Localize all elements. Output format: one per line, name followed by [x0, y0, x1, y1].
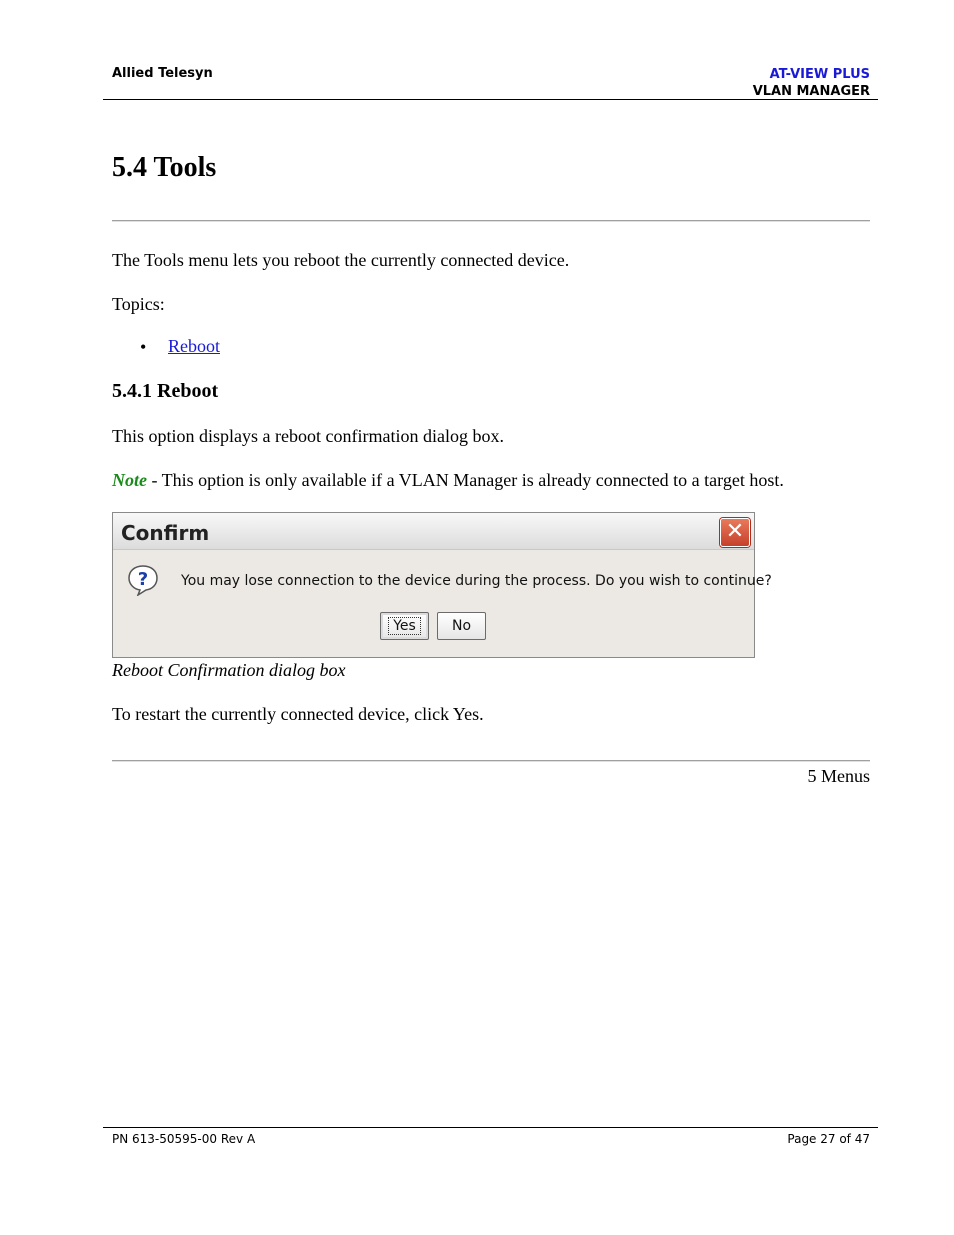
note-paragraph	[112, 469, 784, 491]
dialog-titlebar	[113, 513, 754, 550]
bottom-divider	[112, 760, 870, 762]
subsection-title: 5.4.1 Reboot	[112, 380, 219, 402]
intro-paragraph: The Tools menu lets you reboot the currently connected device.	[112, 250, 570, 270]
yes-button[interactable]	[380, 612, 429, 640]
company-name: Allied Telesyn	[112, 66, 213, 81]
close-icon[interactable]: ✕	[720, 518, 750, 547]
yes-button-label: Yes	[388, 617, 421, 635]
bullet-icon: •	[140, 337, 147, 357]
svg-text:?: ?	[137, 569, 149, 590]
question-icon	[127, 564, 159, 596]
instruction-paragraph: To restart the currently connected device, click Yes.	[112, 704, 484, 724]
note-text: - This option is only available if a VLAN Manager is already connected to a target host.	[147, 470, 784, 490]
part-number: PN 613-50595-00 Rev A	[112, 1132, 256, 1146]
figure-caption: Reboot Confirmation dialog box	[112, 660, 346, 680]
header-product-block	[753, 66, 870, 100]
module-name: VLAN MANAGER	[752, 84, 870, 99]
dialog-message: You may lose connection to the device during the process. Do you wish to continue?	[181, 573, 772, 589]
page-number: Page 27 of 47	[787, 1132, 870, 1146]
section-title: 5.4 Tools	[112, 152, 217, 183]
header-rule	[103, 99, 878, 100]
product-name: AT-VIEW PLUS	[769, 67, 870, 82]
chapter-reference: 5 Menus	[807, 766, 870, 786]
reboot-topic-link[interactable]: Reboot	[168, 336, 220, 356]
topics-label: Topics:	[112, 294, 165, 314]
confirm-dialog	[112, 512, 772, 658]
note-label: Note	[112, 470, 147, 490]
no-button[interactable]: No	[437, 612, 486, 640]
reboot-description: This option displays a reboot confirmation dialog box.	[112, 426, 504, 446]
footer-rule	[103, 1127, 878, 1128]
section-divider	[112, 220, 870, 222]
dialog-title: Confirm	[121, 521, 210, 545]
